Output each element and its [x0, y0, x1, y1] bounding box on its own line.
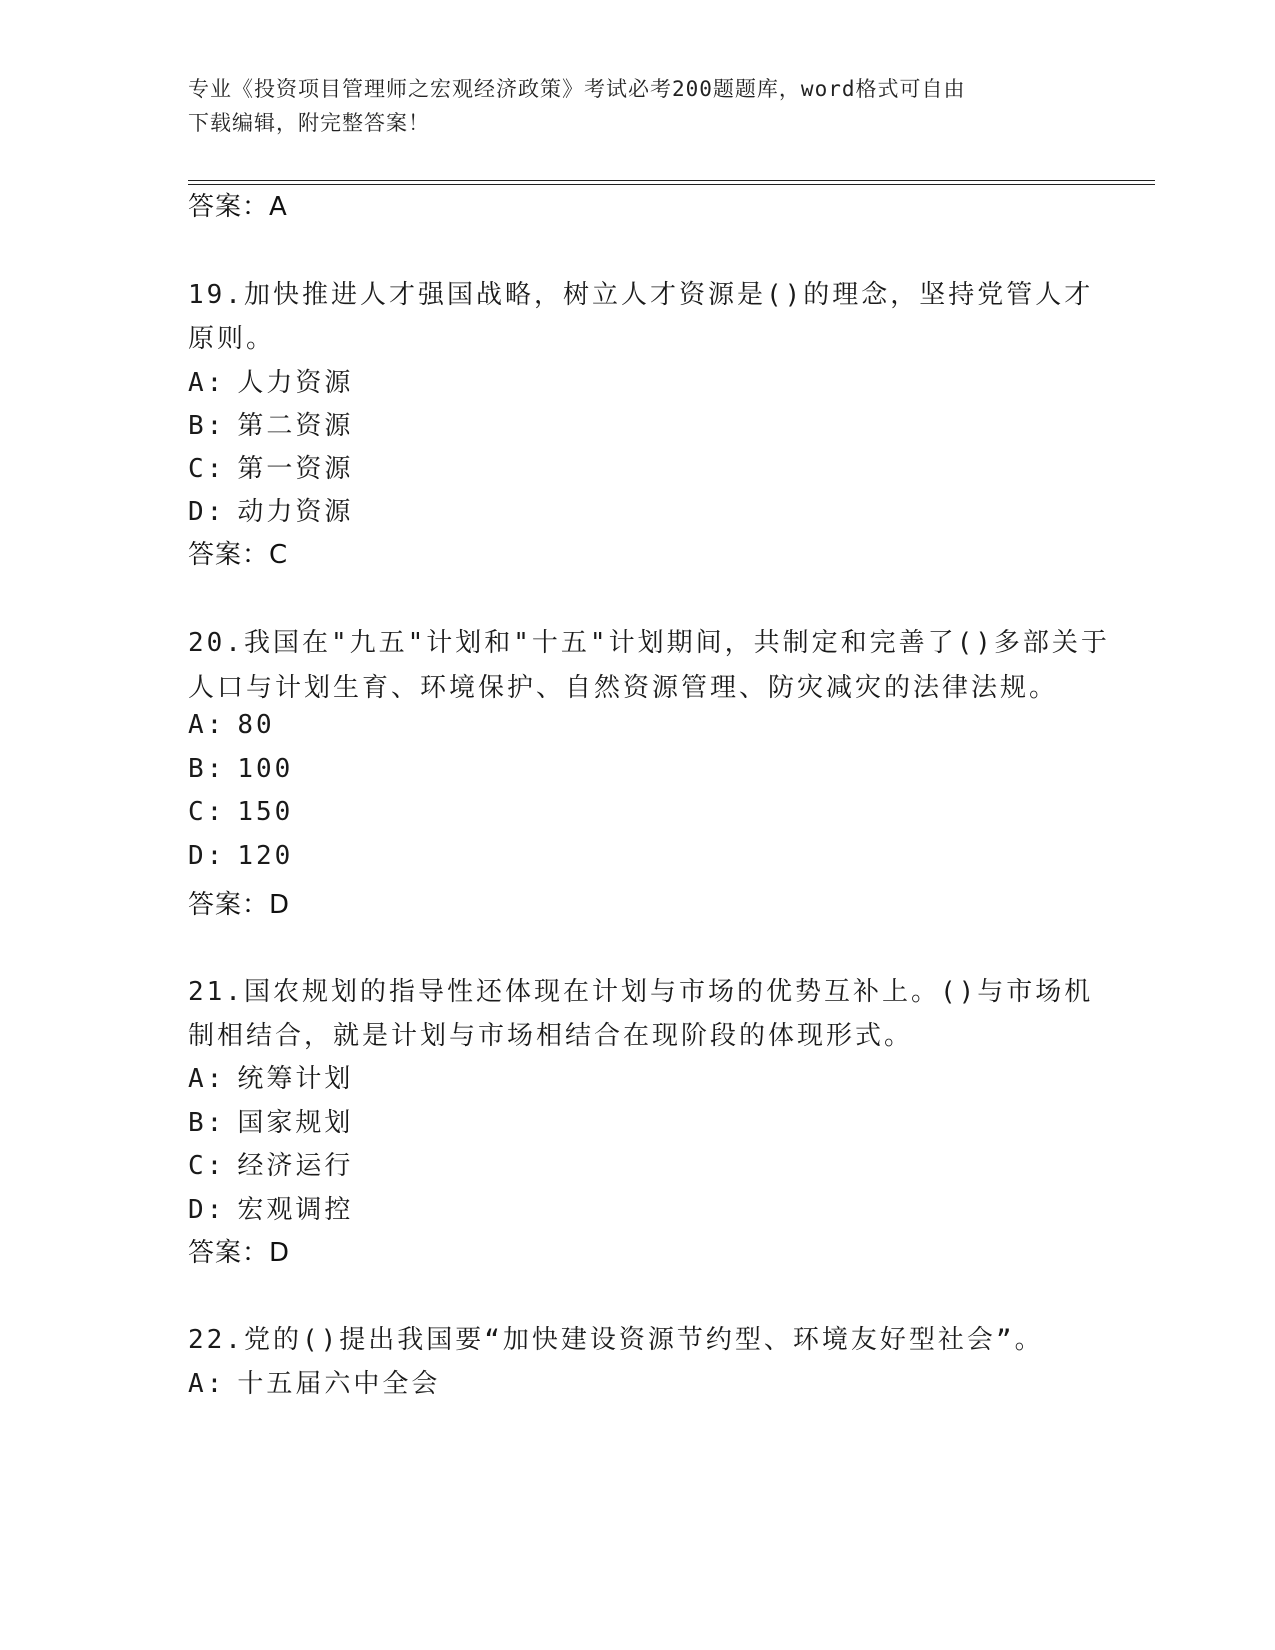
question-22-stem-line-1: 22.党的()提出我国要“加快建设资源节约型、环境友好型社会”。 — [188, 1325, 1044, 1355]
header-rule-bottom — [188, 184, 1155, 185]
previous-answer: 答案：A — [188, 192, 288, 222]
question-20-stem-line-2: 人口与计划生育、环境保护、自然资源管理、防灾减灾的法律法规。 — [188, 673, 1059, 703]
question-19-option-a — [188, 362, 353, 399]
question-20-stem-line-1: 20.我国在"九五"计划和"十五"计划期间，共制定和完善了()多部关于 — [188, 628, 1110, 658]
option-text: 十五届六中全会 — [237, 1369, 441, 1399]
question-19-option-c — [188, 448, 353, 485]
header-rule-top — [188, 180, 1155, 181]
header-line-2: 下载编辑，附完整答案！ — [188, 111, 430, 135]
option-text: 经济运行 — [237, 1151, 354, 1181]
option-text: 80 — [237, 710, 275, 740]
question-21-option-c — [188, 1145, 353, 1182]
option-text: 宏观调控 — [237, 1195, 354, 1225]
option-text: 人力资源 — [237, 368, 354, 398]
option-key: D: — [188, 1195, 226, 1225]
question-19-answer: 答案：C — [188, 540, 289, 570]
question-19-option-b — [188, 405, 353, 442]
option-key: A: — [188, 1064, 226, 1094]
option-key: D: — [188, 841, 226, 871]
option-text: 第一资源 — [237, 454, 354, 484]
question-21-answer: 答案：D — [188, 1238, 291, 1268]
option-key: C: — [188, 454, 226, 484]
option-key: B: — [188, 411, 226, 441]
option-key: A: — [188, 1369, 226, 1399]
question-21-option-d — [188, 1189, 353, 1226]
option-key: C: — [188, 797, 226, 827]
question-19-option-d — [188, 491, 353, 528]
header-line-1: 专业《投资项目管理师之宏观经济政策》考试必考200题题库，word格式可自由 — [188, 77, 966, 101]
option-text: 100 — [237, 754, 294, 784]
option-key: A: — [188, 710, 226, 740]
option-text: 国家规划 — [237, 1108, 354, 1138]
question-21-option-a — [188, 1058, 353, 1095]
option-text: 第二资源 — [237, 411, 354, 441]
question-20-answer: 答案：D — [188, 890, 291, 920]
option-key: A: — [188, 368, 226, 398]
option-key: C: — [188, 1151, 226, 1181]
option-text: 统筹计划 — [237, 1064, 354, 1094]
question-20-option-d — [188, 841, 293, 871]
question-19-stem-line-1: 19.加快推进人才强国战略，树立人才资源是()的理念，坚持党管人才 — [188, 280, 1094, 310]
question-19-stem-line-2: 原则。 — [188, 324, 276, 354]
question-20-option-c — [188, 797, 293, 827]
option-text: 动力资源 — [237, 497, 354, 527]
option-key: D: — [188, 497, 226, 527]
option-text: 150 — [237, 797, 294, 827]
question-20-option-a — [188, 710, 275, 740]
option-text: 120 — [237, 841, 294, 871]
document-header — [188, 72, 1078, 140]
question-21-option-b — [188, 1102, 353, 1139]
option-key: B: — [188, 754, 226, 784]
option-key: B: — [188, 1108, 226, 1138]
question-21-stem-line-1: 21.国农规划的指导性还体现在计划与市场的优势互补上。()与市场机 — [188, 977, 1094, 1007]
question-20-option-b — [188, 754, 293, 784]
question-21-stem-line-2: 制相结合，就是计划与市场相结合在现阶段的体现形式。 — [188, 1021, 914, 1051]
question-22-option-a — [188, 1363, 440, 1400]
